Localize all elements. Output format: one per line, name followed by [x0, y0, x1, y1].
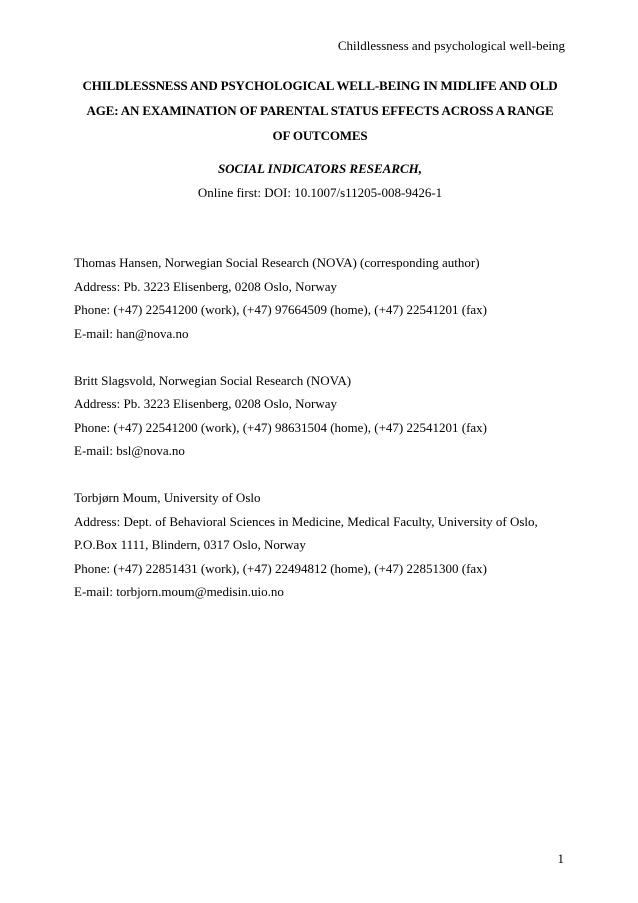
page-number: 1 — [557, 851, 564, 866]
paper-title — [74, 73, 566, 148]
author-address-continued: P.O.Box 1111, Blindern, 0317 Oslo, Norway — [74, 537, 306, 552]
author-phone: Phone: (+47) 22851431 (work), (+47) 22494812 (home), (+47) 22851300 (fax) — [74, 560, 488, 576]
journal-name-suffix: , — [418, 161, 423, 176]
author-name-affiliation: Torbjørn Moum, University of Oslo — [74, 490, 261, 505]
author-address: Address: Pb. 3223 Elisenberg, 0208 Oslo, Norway — [74, 278, 337, 294]
author-address: Address: Pb. 3223 Elisenberg, 0208 Oslo, Norway — [74, 396, 337, 411]
author-email: E-mail: han@nova.no — [74, 325, 189, 341]
author-block-hansen — [74, 251, 566, 345]
author-block-slagsvold — [74, 369, 566, 463]
journal-info — [74, 157, 566, 205]
author-email: E-mail: torbjorn.moum@medisin.uio.no — [74, 584, 284, 599]
author-name-affiliation: Britt Slagsvold, Norwegian Social Research (NOVA) — [74, 372, 352, 388]
author-list — [74, 251, 566, 627]
author-name-affiliation: Thomas Hansen, Norwegian Social Research (NOVA) (corresponding author) — [74, 255, 480, 270]
running-header: Childlessness and psychological well-being — [337, 38, 565, 53]
author-email: E-mail: bsl@nova.no — [74, 443, 185, 458]
journal-name: SOCIAL INDICATORS RESEARCH — [217, 161, 419, 176]
author-phone: Phone: (+47) 22541200 (work), (+47) 97664509 (home), (+47) 22541201 (fax) — [74, 302, 488, 317]
title-line: AGE: AN EXAMINATION OF PARENTAL STATUS EFFECTS ACROSS A RANGE — [86, 103, 554, 118]
title-line: OF OUTCOMES — [272, 128, 368, 143]
author-address: Address: Dept. of Behavioral Sciences in Medicine, Medical Faculty, University of Oslo, — [74, 513, 538, 529]
doi-line: Online first: DOI: 10.1007/s11205-008-9426-1 — [197, 185, 443, 200]
author-block-moum — [74, 486, 566, 604]
title-line: CHILDLESSNESS AND PSYCHOLOGICAL WELL-BEING IN MIDLIFE AND OLD — [82, 78, 558, 93]
author-phone: Phone: (+47) 22541200 (work), (+47) 98631504 (home), (+47) 22541201 (fax) — [74, 419, 488, 435]
